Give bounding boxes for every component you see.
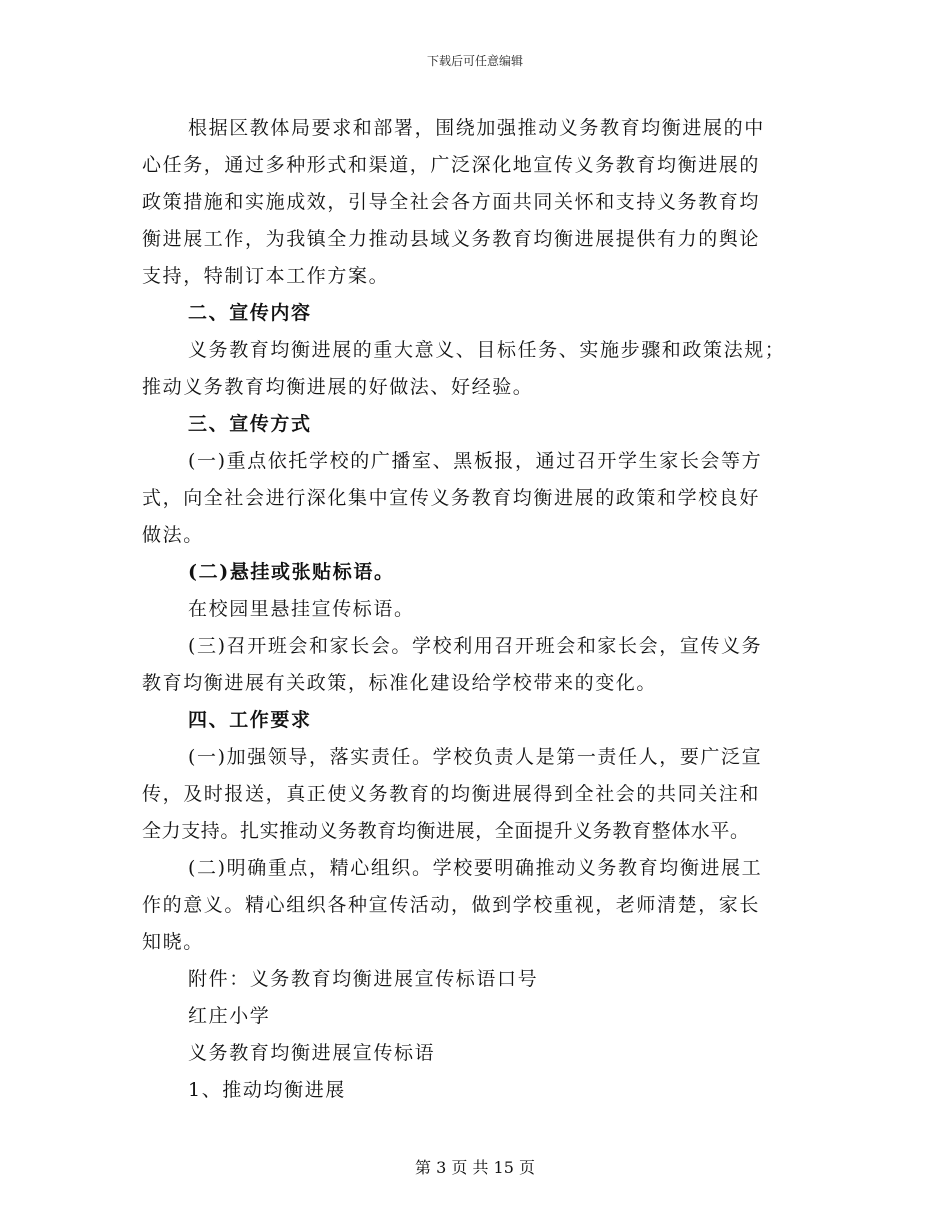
slogan-item-1: 1、推动均衡进展 — [188, 1079, 346, 1101]
attachment-line: 附件：义务教育均衡进展宣传标语口号 — [188, 968, 539, 990]
paragraph-line: (三)召开班会和家长会。学校利用召开班会和家长会，宣传义务 — [188, 635, 763, 657]
methods-item-2-text: 在校园里悬挂宣传标语。 — [188, 598, 415, 620]
paragraph-line: (一)重点依托学校的广播室、黑板报，通过召开学生家长会等方 — [188, 450, 763, 472]
methods-item-1 — [142, 443, 802, 554]
paragraph-line: 传，及时报送，真正使义务教育的均衡进展得到全社会的共同关注和 — [142, 783, 761, 805]
paragraph-line: 教育均衡进展有关政策，标准化建设给学校带来的变化。 — [142, 672, 658, 694]
page-number: 第 3 页 共 15 页 — [415, 1158, 535, 1177]
methods-item-2-heading: (二)悬挂或张贴标语。 — [188, 561, 395, 583]
section-heading-content: 二、宣传内容 — [188, 302, 312, 324]
section-content-paragraph — [142, 332, 802, 406]
intro-paragraph — [142, 110, 802, 295]
paragraph-line: (二)明确重点，精心组织。学校要明确推动义务教育均衡进展工 — [188, 857, 763, 879]
document-body — [142, 110, 802, 1109]
paragraph-line: 知晓。 — [142, 931, 204, 953]
section-heading-requirements: 四、工作要求 — [188, 709, 312, 731]
intro-line: 支持，特制订本工作方案。 — [142, 265, 390, 287]
school-name: 红庄小学 — [188, 1005, 271, 1027]
methods-item-3 — [142, 628, 802, 702]
paragraph-line: (一)加强领导，落实责任。学校负责人是第一责任人，要广泛宣 — [188, 746, 763, 768]
paragraph-line: 全力支持。扎实推动义务教育均衡进展，全面提升义务教育整体水平。 — [142, 820, 750, 842]
paragraph-line: 推动义务教育均衡进展的好做法、好经验。 — [142, 376, 534, 398]
paragraph-line: 义务教育均衡进展的重大意义、目标任务、实施步骤和政策法规； — [188, 339, 786, 361]
slogans-title: 义务教育均衡进展宣传标语 — [188, 1042, 436, 1064]
requirements-item-2 — [142, 850, 802, 961]
section-heading-methods: 三、宣传方式 — [188, 413, 312, 435]
intro-line: 心任务，通过多种形式和渠道，广泛深化地宣传义务教育均衡进展的 — [142, 154, 761, 176]
paragraph-line: 作的意义。精心组织各种宣传活动，做到学校重视，老师清楚，家长 — [142, 894, 761, 916]
intro-line: 政策措施和实施成效，引导全社会各方面共同关怀和支持义务教育均 — [142, 191, 761, 213]
paragraph-line: 做法。 — [142, 524, 204, 546]
intro-line: 衡进展工作，为我镇全力推动县域义务教育均衡进展提供有力的舆论 — [142, 228, 761, 250]
paragraph-line: 式，向全社会进行深化集中宣传义务教育均衡进展的政策和学校良好 — [142, 487, 761, 509]
requirements-item-1 — [142, 739, 802, 850]
intro-line: 根据区教体局要求和部署，围绕加强推动义务教育均衡进展的中 — [188, 117, 765, 139]
page-header-note: 下载后可任意编辑 — [426, 54, 523, 68]
